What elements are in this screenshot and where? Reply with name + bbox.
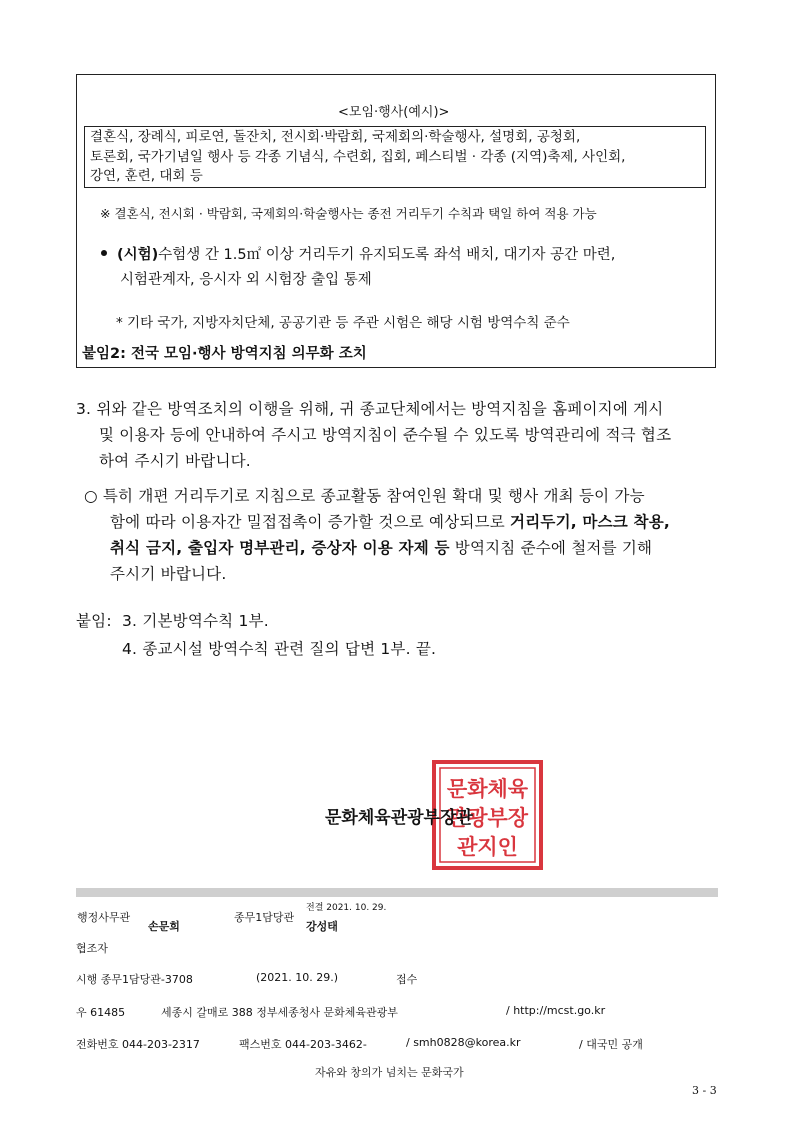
seal-text-line: 관광부장 xyxy=(446,806,529,830)
seal-text-line: 문화체육 xyxy=(446,777,529,801)
para3-line-2: 및 이용자 등에 안내하여 주시고 방역지침이 준수될 수 있도록 방역관리에 적극 협조 xyxy=(99,426,672,444)
homepage-link[interactable]: / http://mcst.go.kr xyxy=(506,1004,606,1017)
receipt-label: 접수 xyxy=(396,973,418,986)
page-number: 3 - 3 xyxy=(692,1084,717,1097)
box-note: ※ 결혼식, 전시회 · 박람회, 국제회의·학술행사는 종전 거리두기 수칙과 택일 하여 적용 가능 xyxy=(100,206,597,221)
email-address[interactable]: / smh0828@korea.kr xyxy=(406,1036,521,1049)
exec-date: (2021. 10. 29.) xyxy=(256,971,339,984)
circle-line-2-bold: 거리두기, 마스크 착용, xyxy=(510,513,670,531)
circle-line-2 xyxy=(110,510,670,532)
attachment-item-1: 3. 기본방역수칙 1부. xyxy=(122,612,269,630)
slogan: 자유와 창의가 넘치는 문화국가 xyxy=(315,1066,464,1079)
seal-text-line: 관지인 xyxy=(457,835,518,859)
circle-line-1: ○ 특히 개편 거리두기로 지침으로 종교활동 참여인원 확대 및 행사 개최 등이 가능 xyxy=(84,487,645,505)
attachment-item-2: 4. 종교시설 방역수칙 관련 질의 답변 1부. 끝. xyxy=(122,640,437,658)
examples-box xyxy=(84,126,706,188)
para3-line-1: 3. 위와 같은 방역조치의 이행을 위해, 귀 종교단체에서는 방역지침을 홈페이지에 게시 xyxy=(76,400,664,418)
para3-line-3: 하여 주시기 바랍니다. xyxy=(99,452,251,470)
circle-line-4: 주시기 바랍니다. xyxy=(110,565,227,583)
bullet-dot xyxy=(101,250,107,256)
postal-code: 우 61485 xyxy=(76,1006,126,1019)
cooperation-label: 협조자 xyxy=(76,942,108,955)
disclosure-status: / 대국민 공개 xyxy=(579,1038,643,1051)
officer-name: 강성태 xyxy=(306,920,338,933)
admin-label: 행정사무관 xyxy=(77,911,131,924)
exam-label: (시험) xyxy=(117,247,159,263)
box-caption: <모임·행사(예시)> xyxy=(338,105,450,120)
fax-number: 팩스번호 044-203-3462- xyxy=(239,1038,367,1051)
examples-line: 결혼식, 장례식, 피로연, 돌잔치, 전시회·박람회, 국제회의·학술행사, 설명회, 공청회, xyxy=(90,129,581,145)
appendix-title: 붙임2: 전국 모임·행사 방역지침 의무화 조치 xyxy=(82,346,367,362)
exam-text: 수험생 간 1.5㎡ 이상 거리두기 유지되도록 좌석 배치, 대기자 공간 마련, xyxy=(158,247,616,263)
attachments-label: 붙임: xyxy=(76,612,112,630)
final-approval: 전결 2021. 10. 29. xyxy=(306,903,387,913)
examples-line: 강연, 훈련, 대회 등 xyxy=(90,168,203,184)
circle-line-3-text: 방역지침 준수에 철저를 기해 xyxy=(449,539,653,557)
footer-divider xyxy=(76,888,718,897)
exam-note: * 기타 국가, 지방자치단체, 공공기관 등 주관 시험은 해당 시험 방역수칙 준수 xyxy=(116,315,570,331)
address: 세종시 갈매로 388 정부세종청사 문화체육관광부 xyxy=(161,1006,398,1019)
examples-line: 토론회, 국가기념일 행사 등 각종 기념식, 수련회, 집회, 페스티벌 · 각종 (지역)축제, 사인회, xyxy=(90,148,626,165)
circle-line-3-bold: 취식 금지, 출입자 명부관리, 증상자 이용 자제 등 xyxy=(110,539,450,557)
exam-line-2: 시험관계자, 응시자 외 시험장 출입 통제 xyxy=(120,272,372,288)
admin-name: 손문희 xyxy=(148,920,180,933)
exam-line-1 xyxy=(117,243,615,264)
circle-line-3 xyxy=(110,536,652,558)
phone-number: 전화번호 044-203-2317 xyxy=(76,1038,200,1051)
officer-label: 종무1담당관 xyxy=(234,911,295,924)
exec-number: 시행 종무1담당관-3708 xyxy=(76,973,193,986)
circle-line-2-text: 함에 따라 이용자간 밀접접촉이 증가할 것으로 예상되므로 xyxy=(110,513,511,531)
sender-title: 문화체육관광부장관 xyxy=(325,808,473,828)
